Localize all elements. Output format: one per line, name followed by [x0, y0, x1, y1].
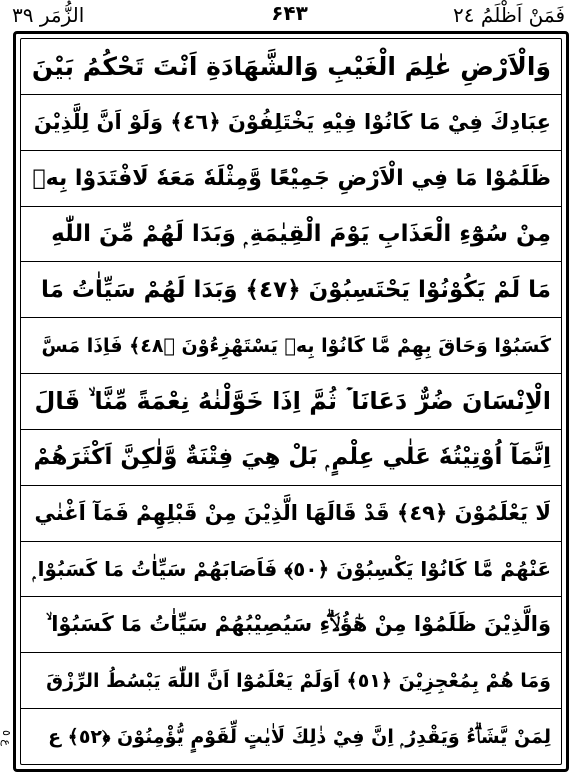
verse-line [21, 486, 561, 542]
text-block [20, 38, 562, 765]
verse-line-text: وَمَا هُمْ بِمُعْجِزِيْنَ ﴿٥١﴾ اَوَلَمْ يَعْلَمُوْٓا اَنَّ اللّٰهَ يَبْسُطُ الرِّزْقَ [46, 669, 551, 692]
page-header [8, 0, 571, 30]
page-number: ۶۴۳ [271, 1, 308, 25]
verse-line-text: وَالْاَرْضِ عٰلِمَ الْغَيْبِ وَالشَّهَادَةِ اَنْتَ تَحْكُمُ بَيْنَ [31, 51, 551, 81]
verse-lines [21, 39, 561, 764]
verse-line-text: وَالَّذِيْنَ ظَلَمُوْا مِنْ هٰٓؤُلَاۗءِ سَيُصِيْبُهُمْ سَيِّاٰتُ مَا كَسَبُوْا ۙ [45, 612, 551, 637]
verse-line [21, 39, 561, 95]
page-frame [13, 31, 569, 772]
verse-line [21, 542, 561, 598]
verse-line [21, 318, 561, 374]
verse-line [21, 151, 561, 207]
verse-line-text: مِنْ سُوْٓءِ الْعَذَابِ يَوْمَ الْقِيٰمَةِ ۭ وَبَدَا لَهُمْ مِّنَ اللّٰهِ [51, 220, 551, 247]
verse-line [21, 374, 561, 430]
verse-line-text: الْاِنْسَانَ ضُرٌّ دَعَانَا ۡ ثُمَّ اِذَا خَوَّلْنٰهُ نِعْمَةً مِّنَّا ۙ قَالَ [34, 387, 551, 416]
verse-line-text: عَنْهُمْ مَّا كَانُوْا يَكْسِبُوْنَ ﴿٥٠﴾ فَاَصَابَهُمْ سَيِّاٰتُ مَا كَسَبُوْا ۭ [32, 557, 551, 582]
verse-line [21, 207, 561, 263]
verse-line [21, 653, 561, 709]
verse-line-text: اِنَّمَآ اُوْتِيْتُهٗ عَلٰي عِلْمٍ ۭ بَلْ هِيَ فِتْنَةٌ وَّلٰكِنَّ اَكْثَرَهُمْ [33, 444, 551, 471]
verse-line-text: مَا لَمْ يَكُوْنُوْا يَحْتَسِبُوْنَ ﴿٤٧﴾ وَبَدَا لَهُمْ سَيِّاٰتُ مَا [40, 276, 551, 303]
verse-line-text: ظَلَمُوْا مَا فِي الْاَرْضِ جَمِيْعًا وَّمِثْلَهٗ مَعَهٗ لَافْتَدَوْا بِهٖ [32, 165, 551, 191]
verse-line-text: عِبَادِكَ فِيْ مَا كَانُوْا فِيْهِ يَخْتَلِفُوْنَ ﴿٤٦﴾ وَلَوْ اَنَّ لِلَّذِيْنَ [33, 110, 551, 135]
surah-name: الزُّمَر ٣٩ [12, 3, 85, 27]
juz-name: فَمَنْ اَظْلَمُ ٢٤ [453, 3, 565, 27]
verse-line [21, 430, 561, 486]
ruku-marker: ع ٥ [0, 730, 13, 746]
verse-line-text: لَا يَعْلَمُوْنَ ﴿٤٩﴾ قَدْ قَالَهَا الَّذِيْنَ مِنْ قَبْلِهِمْ فَمَآ اَغْنٰي [34, 501, 551, 526]
verse-line [21, 597, 561, 653]
verse-line [21, 709, 561, 764]
verse-line [21, 262, 561, 318]
verse-line [21, 95, 561, 151]
verse-line-text: كَسَبُوْا وَحَاقَ بِهِمْ مَّا كَانُوْا بِهٖ يَسْتَهْزِءُوْنَ ﴿٤٨﴾ فَاِذَا مَسَّ [41, 334, 551, 357]
verse-line-text: لِمَنْ يَّشَاۗءُ وَيَقْدِرُ ۭ اِنَّ فِيْ ذٰلِكَ لَاٰيٰتٍ لِّقَوْمٍ يُّؤْمِنُوْنَ ﴿٥٢﴾ ع [48, 725, 551, 748]
